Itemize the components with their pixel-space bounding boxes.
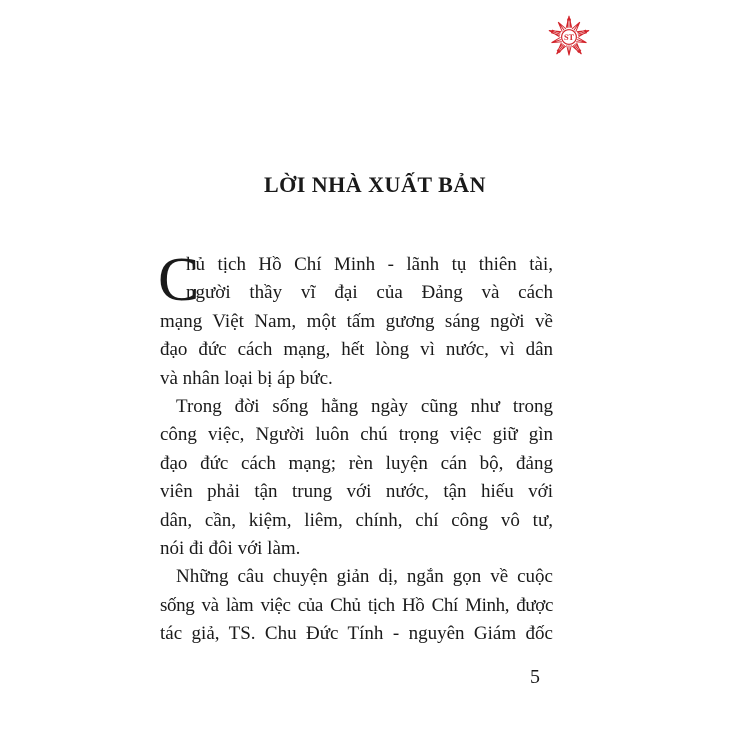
text-line: viên phải tận trung với nước, tận hiếu với <box>160 481 553 503</box>
text-line: hủ tịch Hồ Chí Minh - lãnh tụ thiên tài, <box>186 254 553 275</box>
body-text <box>158 246 553 648</box>
text-line: nói đi đôi với làm. <box>160 537 301 559</box>
svg-text:ST: ST <box>563 33 575 43</box>
text-line: và nhân loại bị áp bức. <box>160 367 333 389</box>
text-line: Những câu chuyện giản dị, ngắn gọn về cuộc <box>176 566 553 588</box>
text-line: Trong đời sống hằng ngày cũng như trong <box>176 395 553 417</box>
text-line: đạo đức cách mạng; rèn luyện cán bộ, đảng <box>160 452 553 474</box>
text-line: sống và làm việc của Chủ tịch Hồ Chí Minh, được <box>160 594 553 616</box>
publisher-logo <box>546 14 592 60</box>
text-line: công việc, Người luôn chú trọng việc giữ gìn <box>160 424 553 446</box>
text-line: đạo đức cách mạng, hết lòng vì nước, vì dân <box>160 339 553 361</box>
text-line: tác giả, TS. Chu Đức Tính - nguyên Giám đốc <box>160 623 553 645</box>
text-line: người thầy vĩ đại của Đảng và cách <box>186 282 553 304</box>
text-line: mạng Việt Nam, một tấm gương sáng ngời về <box>160 310 553 332</box>
text-line: dân, cần, kiệm, liêm, chính, chí công vô tư, <box>160 509 553 531</box>
drop-cap: C <box>158 246 200 314</box>
page-title: LỜI NHÀ XUẤT BẢN <box>263 172 487 197</box>
page-number: 5 <box>530 666 540 688</box>
